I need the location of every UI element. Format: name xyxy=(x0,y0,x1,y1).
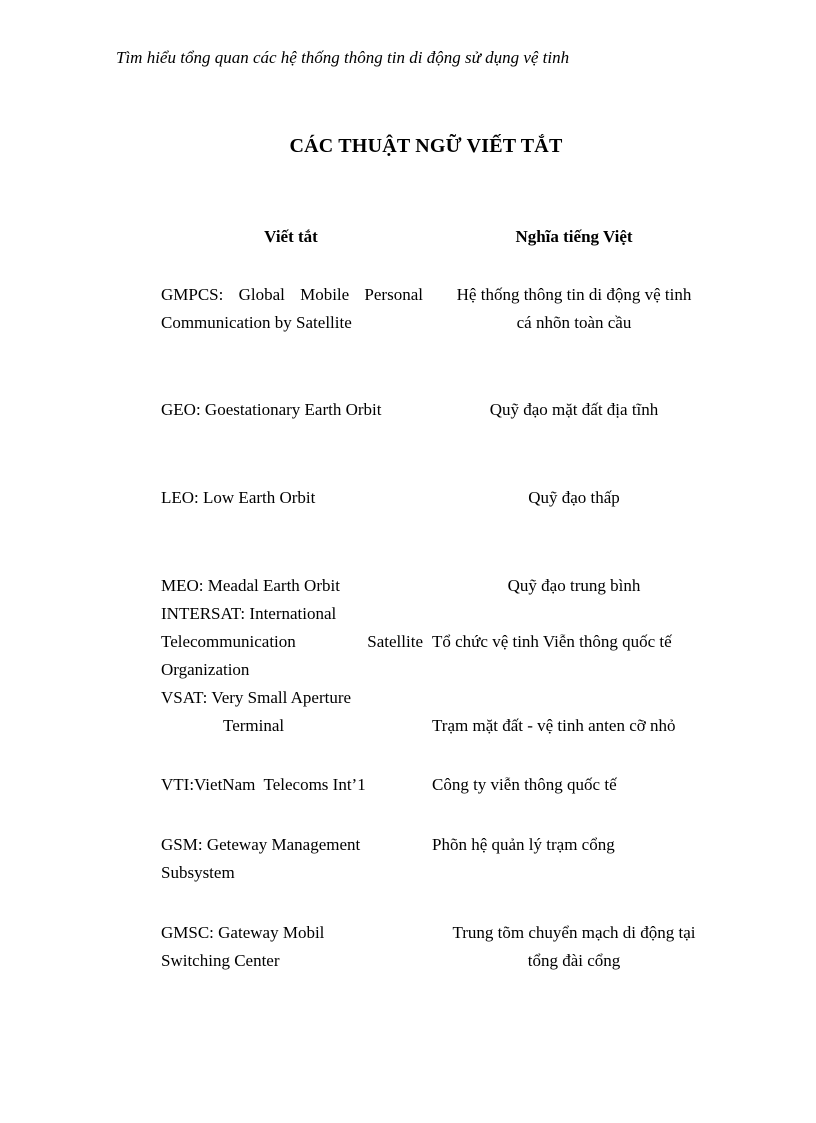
running-header: Tìm hiểu tổng quan các hệ thống thông tin di động sử dụng vệ tinh xyxy=(116,48,570,67)
abbreviation-line: MEO: Meadal Earth Orbit xyxy=(161,576,340,595)
abbreviation-line: GMSC: Gateway Mobil xyxy=(161,923,325,942)
abbreviation-line: INTERSAT: International xyxy=(161,604,337,623)
meaning-cell-gsm xyxy=(432,831,716,859)
abbreviation-cell-vsat xyxy=(161,684,423,740)
abbreviation-line: GSM: Geteway Management xyxy=(161,835,361,854)
abbreviation-cell-geo xyxy=(161,396,423,424)
column-header-abbreviation: Viết tắt xyxy=(264,227,318,246)
word: Mobile xyxy=(300,285,350,304)
abbreviation-line: LEO: Low Earth Orbit xyxy=(161,488,316,507)
abbreviation-line: VSAT: Very Small Aperture xyxy=(161,688,352,707)
abbreviation-line: Communication by Satellite xyxy=(161,313,352,332)
meaning-cell-geo xyxy=(432,396,716,424)
meaning-cell-meo xyxy=(432,572,716,600)
word: GMPCS: xyxy=(161,285,224,304)
meaning-line: Quỹ đạo trung bình xyxy=(507,576,641,595)
meaning-line: Tổ chức vệ tinh Viễn thông quốc tế xyxy=(432,632,672,651)
abbreviation-line: Terminal xyxy=(223,716,285,735)
abbreviation-line: Switching Center xyxy=(161,951,280,970)
abbreviation-line: Subsystem xyxy=(161,863,235,882)
page-title: CÁC THUẬT NGỮ VIẾT TẮT xyxy=(289,135,563,157)
abbreviation-line xyxy=(161,281,423,309)
abbreviation-line: VTI:VietNam Telecoms Int’1 xyxy=(161,775,366,794)
abbreviation-cell-gsm xyxy=(161,831,423,887)
word: Telecommunication xyxy=(161,632,296,651)
meaning-line: Trung tõm chuyển mạch di động tại xyxy=(452,923,696,942)
abbreviation-line: GEO: Goestationary Earth Orbit xyxy=(161,400,382,419)
abbreviation-cell-gmsc xyxy=(161,919,423,975)
meaning-line: Quỹ đạo mặt đất địa tĩnh xyxy=(489,400,659,419)
meaning-cell-gmpcs xyxy=(432,281,716,337)
meaning-line: Quỹ đạo thấp xyxy=(528,488,620,507)
meaning-cell-gmsc xyxy=(432,919,716,975)
word: Global xyxy=(238,285,285,304)
word: Personal xyxy=(364,285,423,304)
meaning-cell-intersat xyxy=(432,628,716,656)
meaning-line: tổng đài cổng xyxy=(527,951,621,970)
meaning-cell-leo xyxy=(432,484,716,512)
abbreviation-cell-leo xyxy=(161,484,423,512)
meaning-line: cá nhõn toàn cầu xyxy=(516,313,632,332)
meaning-line: Hệ thống thông tin di động vệ tinh xyxy=(456,285,692,304)
abbreviation-line: Organization xyxy=(161,660,250,679)
abbreviation-cell-gmpcs xyxy=(161,281,423,337)
abbreviation-line xyxy=(161,628,423,656)
column-header-meaning: Nghĩa tiếng Việt xyxy=(515,227,633,246)
meaning-line: Công ty viễn thông quốc tế xyxy=(432,775,617,794)
abbreviation-cell-intersat xyxy=(161,600,423,684)
abbreviation-cell-meo xyxy=(161,572,423,600)
meaning-cell-vsat xyxy=(432,712,716,740)
meaning-line: Trạm mặt đất - vệ tinh anten cỡ nhỏ xyxy=(432,716,676,735)
abbreviation-cell-vti xyxy=(161,771,423,799)
meaning-cell-vti xyxy=(432,771,716,799)
meaning-line: Phõn hệ quản lý trạm cổng xyxy=(432,835,615,854)
word: Satellite xyxy=(367,632,423,651)
